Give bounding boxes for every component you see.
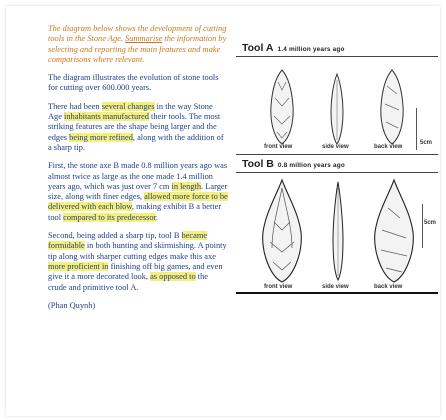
- essay-body-2: [48, 231, 228, 293]
- divider: [236, 154, 438, 155]
- tool-a-front-view-label: front view: [264, 144, 293, 150]
- tool-b-title: [242, 158, 345, 170]
- prompt-text: The diagram below shows the development of cutting tools in the Stone Age.: [48, 24, 227, 44]
- tool-b-name: Tool B: [242, 158, 274, 170]
- text: the crude and primitive tool A.: [48, 272, 209, 292]
- highlight: several changes: [101, 101, 155, 111]
- essay-body-1: [48, 161, 228, 223]
- tool-b-scale-label: 5cm: [424, 220, 437, 226]
- prompt-text: the information by selecting and reporting the main features and make comparisons where relevant.: [48, 34, 227, 64]
- tool-b-scale-bar: [422, 204, 423, 248]
- bottom-rule: [236, 292, 438, 294]
- tool-a-front-view-drawing: [268, 68, 296, 146]
- tool-a-scale-label: 5cm: [420, 140, 433, 146]
- text: .: [155, 212, 159, 222]
- tool-b-front-view-drawing: [260, 178, 304, 284]
- divider: [236, 56, 438, 57]
- highlight: inhabitants manufactured: [64, 112, 149, 122]
- tool-b-age: 0.8 million years ago: [277, 162, 345, 169]
- signature: (Phan Quynh): [48, 300, 96, 310]
- text: , making exhibit B a better tool: [48, 202, 222, 222]
- text: in the way Stone Age: [48, 101, 213, 122]
- tool-a-side-view-label: side view: [322, 144, 349, 150]
- highlight: allowed more force to be delivered with each blow: [48, 192, 228, 212]
- tool-a-age: 1.4 million years ago: [277, 46, 345, 53]
- task-prompt: [48, 24, 228, 65]
- essay-overview: [48, 102, 228, 153]
- text: , along with the addition of a sharp tip.: [48, 132, 224, 152]
- highlight: being more refined: [69, 132, 133, 142]
- tool-b-front-view-label: front view: [264, 284, 293, 290]
- tool-a-title: [242, 42, 345, 54]
- tool-b-side-view-label: side view: [322, 284, 349, 290]
- highlight: more proficient in: [48, 261, 109, 271]
- text: First, the stone axe B made 0.8 million years ago was almost twice as large as the one made 1.4 million years ago, which was just over 7 cm: [48, 161, 228, 191]
- tool-a-back-view-drawing: [378, 68, 406, 146]
- text: their tools. The most striking features are the shape being larger and the edges: [48, 112, 221, 142]
- highlight: became formidable: [48, 231, 208, 251]
- highlight: compared to its predecessor: [63, 212, 156, 222]
- text: There had been: [48, 101, 102, 111]
- tool-a-name: Tool A: [242, 42, 274, 54]
- text: . Larger size, along with finer edges,: [48, 181, 228, 202]
- tool-b-back-view-label: back view: [374, 284, 403, 290]
- essay-column: [48, 24, 228, 319]
- text: finishing off big games, and even give it a more decorated look,: [48, 261, 223, 282]
- stone-tools-diagram: [236, 36, 438, 294]
- tool-b-side-view-drawing: [330, 180, 346, 282]
- tool-a-side-view-drawing: [328, 72, 346, 146]
- highlight: in length: [171, 181, 202, 191]
- prompt-keyword: Summarise: [125, 34, 163, 44]
- essay-intro: The diagram illustrates the evolution of stone tools for cutting over 600.000 years.: [48, 73, 219, 93]
- text: in both hunting and skirmishing. A pointy tip along with sharper cutting edges make this axe: [48, 241, 227, 261]
- tool-b-back-view-drawing: [372, 178, 416, 284]
- tool-a-scale-bar: [416, 108, 417, 150]
- divider: [236, 172, 438, 173]
- highlight: as opposed to: [150, 272, 196, 282]
- text: Second, being added a sharp tip, tool B: [48, 231, 182, 241]
- tool-a-back-view-label: back view: [374, 144, 403, 150]
